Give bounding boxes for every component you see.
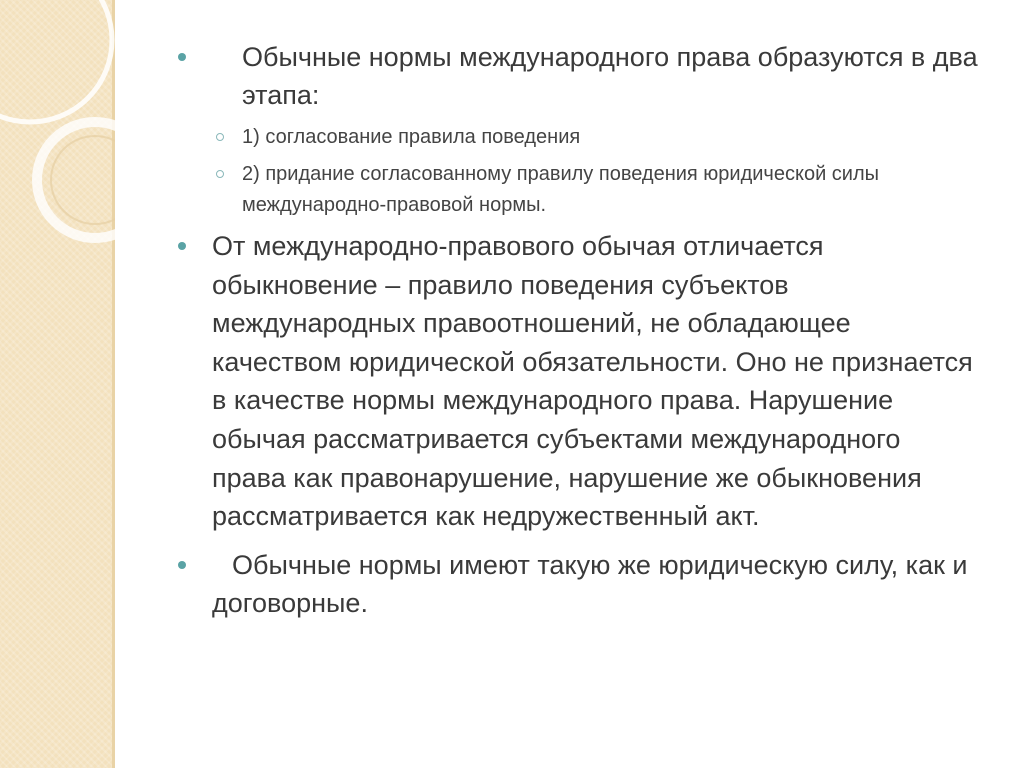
sub-item-2 [178, 159, 978, 221]
bullet-item-3 [178, 546, 978, 622]
sub-item-1 [178, 122, 978, 153]
bullet-item-3-text: Обычные нормы имеют такую же юридическую силу, как и договорные. [212, 549, 968, 618]
sub-bullet-ring-icon [216, 133, 224, 141]
sub-bullet-ring-icon [216, 170, 224, 178]
bullet-dot-icon [178, 242, 186, 250]
sub-item-2-text: 2) придание согласованному правилу поведения юридической силы международно-правовой нормы. [242, 163, 880, 216]
bullet-item-1 [178, 38, 978, 114]
bullet-item-2 [178, 227, 978, 536]
bullet-item-1-text: Обычные нормы международного права образуются в два этапа: [242, 42, 978, 110]
bullet-dot-icon [178, 561, 186, 569]
bullet-item-2-text: От международно-правового обычая отличается обыкновение – правило поведения субъектов международных правоотношений, не обладающее качеством юридической обязательности. Оно не признается в качестве нормы международного права. Нарушение обычая рассматривается субъектами международного права как правонарушение, нарушение же обыкновения рассматривается как недружественный акт. [212, 231, 973, 532]
decorative-rings-icon [0, 0, 115, 260]
bullet-dot-icon [178, 53, 186, 61]
slide-content [178, 38, 978, 622]
sub-item-1-text: 1) согласование правила поведения [242, 126, 581, 148]
